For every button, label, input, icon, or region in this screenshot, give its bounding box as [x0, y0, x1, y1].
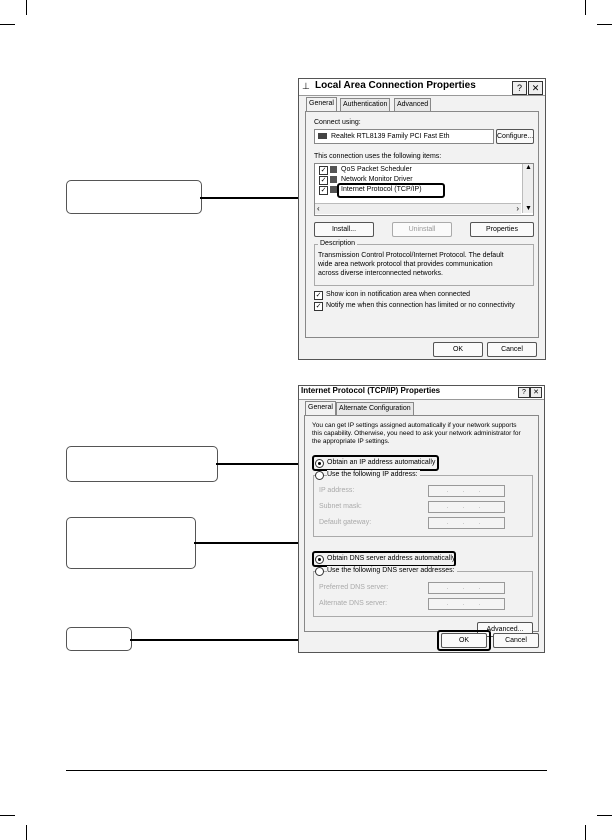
- default-gateway-label: Default gateway:: [319, 519, 372, 526]
- qos-checkbox[interactable]: ✓: [320, 167, 327, 174]
- connect-using-label: Connect using:: [314, 119, 361, 126]
- show-icon-label: Show icon in notification area when connected: [326, 291, 470, 298]
- crop-mark: [597, 24, 612, 25]
- list-item-tcpip[interactable]: Internet Protocol (TCP/IP): [341, 186, 422, 193]
- help-button[interactable]: ?: [518, 387, 530, 398]
- callout-box-3: [66, 517, 196, 569]
- ok-button[interactable]: OK: [441, 633, 487, 648]
- description-line: wide area network protocol that provides communication: [318, 261, 493, 268]
- notify-label: Notify me when this connection has limited or no connectivity: [326, 302, 515, 309]
- scroll-right-icon[interactable]: ›: [516, 204, 519, 213]
- show-icon-checkbox[interactable]: ✓: [315, 292, 322, 299]
- dialog-body: [299, 400, 544, 652]
- network-icon: ⊥: [302, 81, 310, 91]
- crop-mark: [585, 0, 586, 15]
- dns-group: [313, 571, 533, 617]
- ok-highlight: [437, 630, 491, 651]
- netmon-icon: [330, 176, 337, 183]
- intro-line: this capability. Otherwise, you need to ask your network administrator for: [312, 430, 521, 437]
- tab-general[interactable]: General: [305, 401, 336, 415]
- network-card-icon: [318, 133, 327, 139]
- scroll-left-icon[interactable]: ‹: [317, 204, 320, 213]
- obtain-ip-highlight: [312, 455, 439, 471]
- callout-box-1: [66, 180, 202, 214]
- crop-mark: [0, 24, 15, 25]
- subnet-mask-label: Subnet mask:: [319, 503, 362, 510]
- footer-rule: [66, 770, 547, 771]
- dialog-body: [299, 96, 545, 359]
- scroll-up-icon[interactable]: ▲: [525, 164, 532, 171]
- crop-mark: [597, 815, 612, 816]
- tcpip-checkbox[interactable]: ✓: [320, 187, 327, 194]
- scroll-down-icon[interactable]: ▼: [525, 205, 532, 212]
- dialog-title: Local Area Connection Properties: [315, 80, 476, 91]
- tab-alternate-configuration[interactable]: Alternate Configuration: [336, 402, 414, 415]
- alternate-dns-input[interactable]: . . .: [428, 598, 505, 610]
- dialog-title: Internet Protocol (TCP/IP) Properties: [301, 386, 441, 395]
- items-label: This connection uses the following items:: [314, 153, 442, 160]
- tab-panel: [304, 415, 539, 632]
- ip-address-label: IP address:: [319, 487, 355, 494]
- adapter-name: Realtek RTL8139 Family PCI Fast Eth: [331, 133, 450, 140]
- tab-panel: [305, 111, 539, 338]
- leader-line-3: [194, 542, 312, 544]
- components-list: [314, 163, 534, 216]
- description-line: across diverse interconnected networks.: [318, 270, 443, 277]
- local-area-connection-dialog: [298, 78, 546, 360]
- use-ip-label: Use the following IP address:: [327, 471, 418, 478]
- description-label: Description: [320, 240, 356, 247]
- obtain-dns-label: Obtain DNS server address automatically: [327, 555, 456, 562]
- crop-mark: [0, 815, 15, 816]
- ok-button[interactable]: OK: [433, 342, 483, 357]
- ip-address-input[interactable]: . . .: [428, 485, 505, 497]
- adapter-field: [314, 129, 494, 144]
- use-dns-label: Use the following DNS server addresses:: [327, 567, 455, 574]
- cancel-button[interactable]: Cancel: [487, 342, 537, 357]
- description-line: Transmission Control Protocol/Internet Protocol. The default: [318, 252, 504, 259]
- advanced-button[interactable]: Advanced...: [477, 622, 533, 637]
- alternate-dns-label: Alternate DNS server:: [319, 600, 388, 607]
- use-ip-radio[interactable]: [315, 471, 324, 480]
- tab-authentication[interactable]: Authentication: [340, 98, 390, 111]
- default-gateway-input[interactable]: . . .: [428, 517, 505, 529]
- horizontal-scrollbar[interactable]: [315, 203, 521, 214]
- intro-line: the appropriate IP settings.: [312, 438, 390, 445]
- uninstall-button[interactable]: Uninstall: [392, 222, 452, 237]
- tab-advanced[interactable]: Advanced: [394, 98, 431, 111]
- install-button[interactable]: Install...: [314, 222, 374, 237]
- preferred-dns-input[interactable]: . . .: [428, 582, 505, 594]
- help-button[interactable]: ?: [512, 81, 527, 95]
- netmon-checkbox[interactable]: ✓: [320, 177, 327, 184]
- close-button[interactable]: ✕: [530, 387, 542, 398]
- tcpip-highlight: [337, 183, 445, 198]
- tcpip-icon: [330, 186, 337, 193]
- properties-button[interactable]: Properties: [470, 222, 534, 237]
- use-dns-radio[interactable]: [315, 567, 324, 576]
- title-bar: [299, 79, 545, 96]
- callout-box-4: [66, 627, 132, 651]
- obtain-ip-label: Obtain an IP address automatically: [327, 459, 436, 466]
- list-item[interactable]: Network Monitor Driver: [341, 176, 413, 183]
- preferred-dns-label: Preferred DNS server:: [319, 584, 389, 591]
- crop-mark: [585, 825, 586, 840]
- vertical-scrollbar[interactable]: [522, 164, 533, 213]
- qos-icon: [330, 166, 337, 173]
- tab-general[interactable]: General: [306, 97, 337, 111]
- crop-mark: [26, 0, 27, 15]
- cancel-button[interactable]: Cancel: [493, 633, 539, 648]
- crop-mark: [26, 825, 27, 840]
- intro-line: You can get IP settings assigned automatically if your network supports: [312, 422, 517, 429]
- notify-checkbox[interactable]: ✓: [315, 303, 322, 310]
- obtain-dns-highlight: [312, 551, 456, 567]
- tcpip-properties-dialog: [298, 385, 545, 653]
- configure-button[interactable]: Configure...: [496, 129, 534, 144]
- list-item[interactable]: QoS Packet Scheduler: [341, 166, 412, 173]
- callout-box-2: [66, 446, 218, 482]
- close-button[interactable]: ✕: [528, 81, 543, 95]
- title-bar: [299, 386, 544, 400]
- subnet-mask-input[interactable]: . . .: [428, 501, 505, 513]
